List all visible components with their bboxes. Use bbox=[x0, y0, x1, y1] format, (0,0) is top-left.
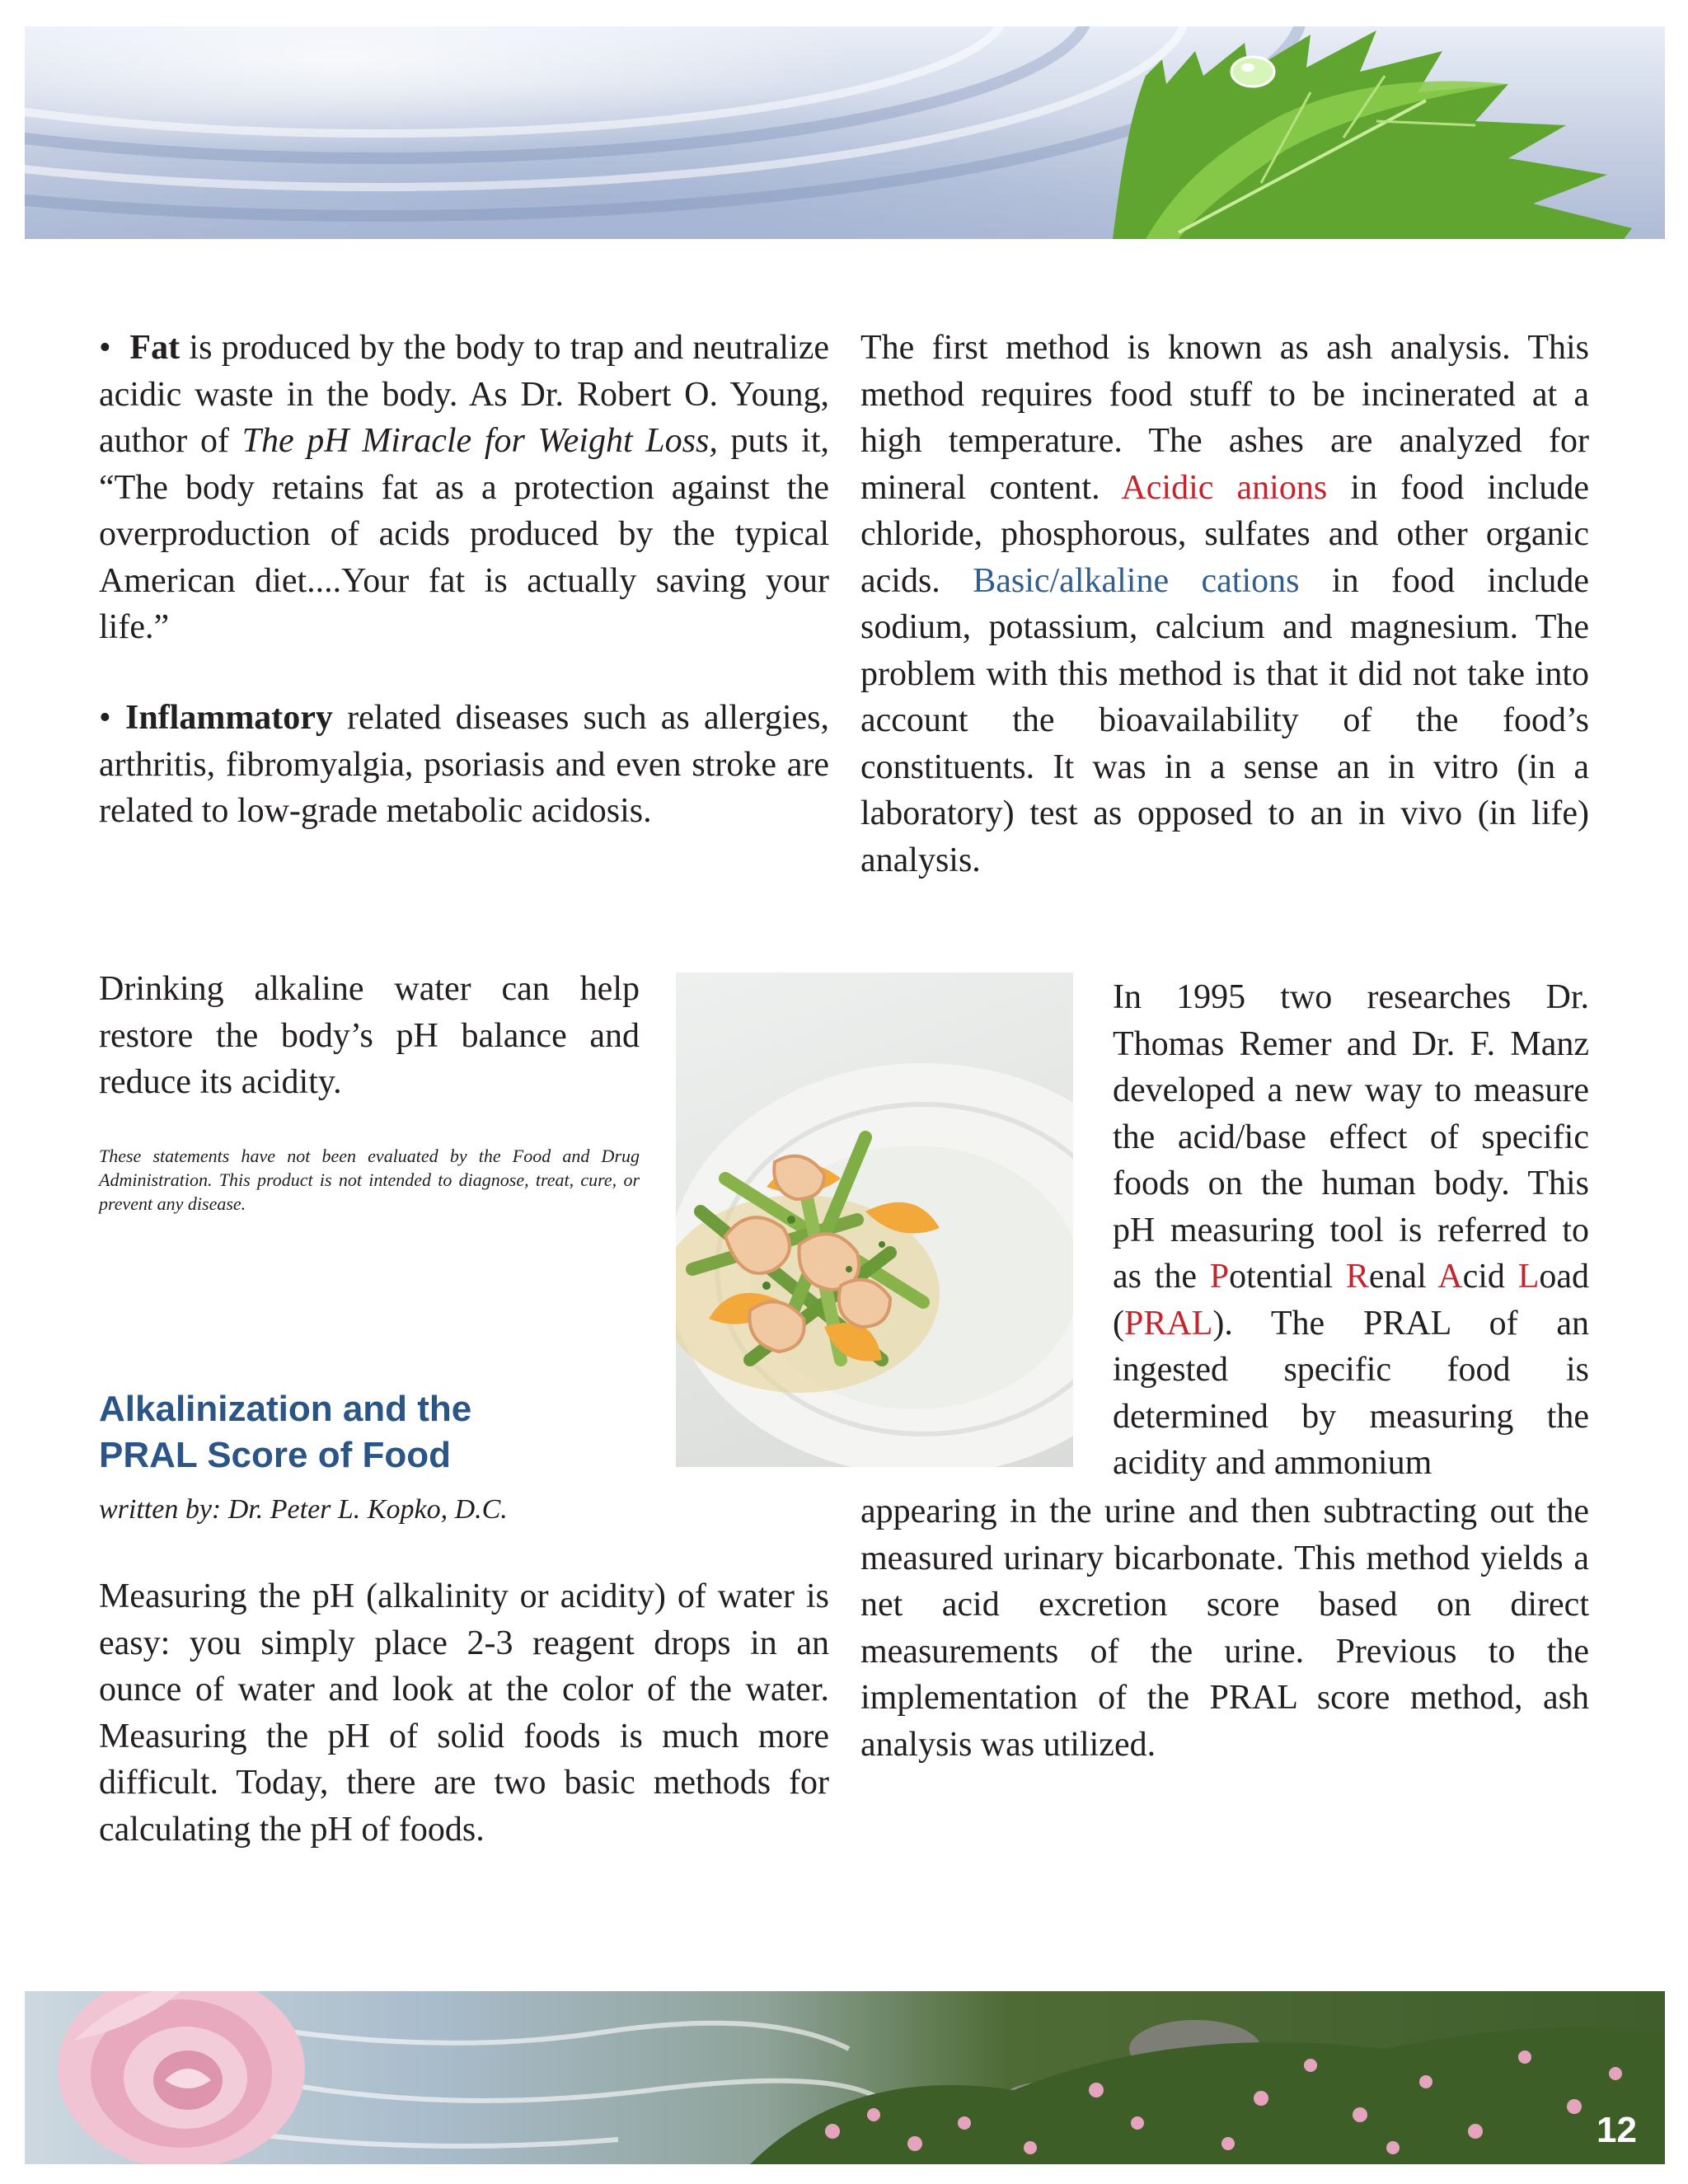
food-photo bbox=[676, 972, 1073, 1467]
page-number: 12 bbox=[1597, 2110, 1637, 2150]
leaf-icon bbox=[1113, 30, 1632, 239]
pral-continuation-paragraph bbox=[860, 1488, 1589, 1768]
header-banner-image bbox=[25, 26, 1665, 239]
fda-disclaimer bbox=[99, 1144, 640, 1216]
callout-text: Drinking alkaline water can help restore the body’s pH balance and reduce its acidity. bbox=[99, 970, 640, 1101]
heading-line-1: Alkalinization and the bbox=[99, 1389, 472, 1429]
ash-text-2: in food include chloride, phosphorous, sulfates and other organic acids. bbox=[860, 468, 1589, 600]
fat-bullet-paragraph bbox=[99, 325, 829, 651]
pral-word-enal: enal bbox=[1368, 1258, 1438, 1296]
pral-letter-a: A bbox=[1437, 1258, 1463, 1296]
bullet: • bbox=[99, 329, 111, 367]
alkaline-cations-highlight: Basic/alkaline cations bbox=[973, 561, 1300, 600]
article-heading bbox=[99, 1386, 640, 1479]
ash-text-1: The first method is known as ash analysis. This method requires food stuff to be incinerated at a high temperature. The ashes are analyzed for mineral content. bbox=[860, 329, 1589, 507]
pral-abbreviation: PRAL bbox=[1124, 1304, 1213, 1343]
alkaline-water-callout bbox=[99, 966, 640, 1106]
inflammatory-bullet-paragraph bbox=[99, 695, 829, 835]
fat-term: Fat bbox=[129, 329, 181, 367]
pral-paragraph bbox=[1113, 974, 1589, 1487]
pral-text-2: ). The PRAL of an ingested specific food is determined by measuring the acidity and ammonium bbox=[1113, 1304, 1589, 1482]
inflammatory-term: Inflammatory bbox=[124, 699, 333, 737]
acidic-anions-highlight: Acidic anions bbox=[1121, 468, 1328, 507]
ash-analysis-paragraph bbox=[860, 325, 1589, 883]
measuring-ph-text: Measuring the pH (alkalinity or acidity) of water is easy: you simply place 2-3 reagent drops in an ounce of water and look at the color of the water. Measuring the pH of solid foods is much more difficult. Today, there are two basic methods for calculating the pH of foods. bbox=[99, 1577, 829, 1849]
disclaimer-text: These statements have not been evaluated by the Food and Drug Administration. This product is not intended to diagnose, treat, cure, or prevent any disease. bbox=[99, 1146, 640, 1214]
heading-line-2: PRAL Score of Food bbox=[99, 1435, 451, 1475]
pral-word-cid: cid bbox=[1462, 1258, 1518, 1296]
book-title: The pH Miracle for Weight Loss, bbox=[241, 422, 718, 460]
pral-continuation-text: appearing in the urine and then subtracting out the measured urinary bicarbonate. This method yields a net acid excretion score based on direct measurements of the urine. Previous to the implementation of the PRAL score method, ash analysis was utilized. bbox=[860, 1493, 1589, 1764]
pral-letter-p: P bbox=[1209, 1258, 1230, 1296]
byline-text: written by: Dr. Peter L. Kopko, D.C. bbox=[99, 1494, 508, 1525]
ash-text-3: in food include sodium, potassium, calcium and magnesium. The problem with this method is that it did not take into account the bioavailability of the food’s constituents. It was in a sense an in vitro (in a laboratory) test as opposed to an in vivo (in life) analysis. bbox=[860, 561, 1589, 879]
pral-text-1: In 1995 two researches Dr. Thomas Remer and Dr. F. Manz developed a new way to measure the acid/base effect of specific foods on the human body. This pH measuring tool is referred to as the bbox=[1113, 978, 1589, 1296]
pral-letter-r: R bbox=[1345, 1258, 1369, 1296]
pral-word-oad: oad ( bbox=[1113, 1258, 1589, 1343]
measuring-ph-paragraph bbox=[99, 1573, 829, 1853]
article-byline bbox=[99, 1492, 676, 1528]
footer-banner-image bbox=[25, 1991, 1665, 2164]
fat-text-2: puts it, “The body retains fat as a protection against the overproduction of acids produced by the typical American diet....Your fat is actually saving your life.” bbox=[99, 422, 829, 646]
bullet: • bbox=[99, 699, 111, 737]
fat-text-1: is produced by the body to trap and neutralize acidic waste in the body. As Dr. Robert O. Young, author of bbox=[99, 329, 829, 460]
pral-letter-l: L bbox=[1517, 1258, 1540, 1296]
inflammatory-text: related diseases such as allergies, arthritis, fibromyalgia, psoriasis and even stroke are related to low-grade metabolic acidosis. bbox=[99, 699, 830, 830]
pral-word-otential: otential bbox=[1229, 1258, 1346, 1296]
rose-icon bbox=[58, 1991, 305, 2164]
